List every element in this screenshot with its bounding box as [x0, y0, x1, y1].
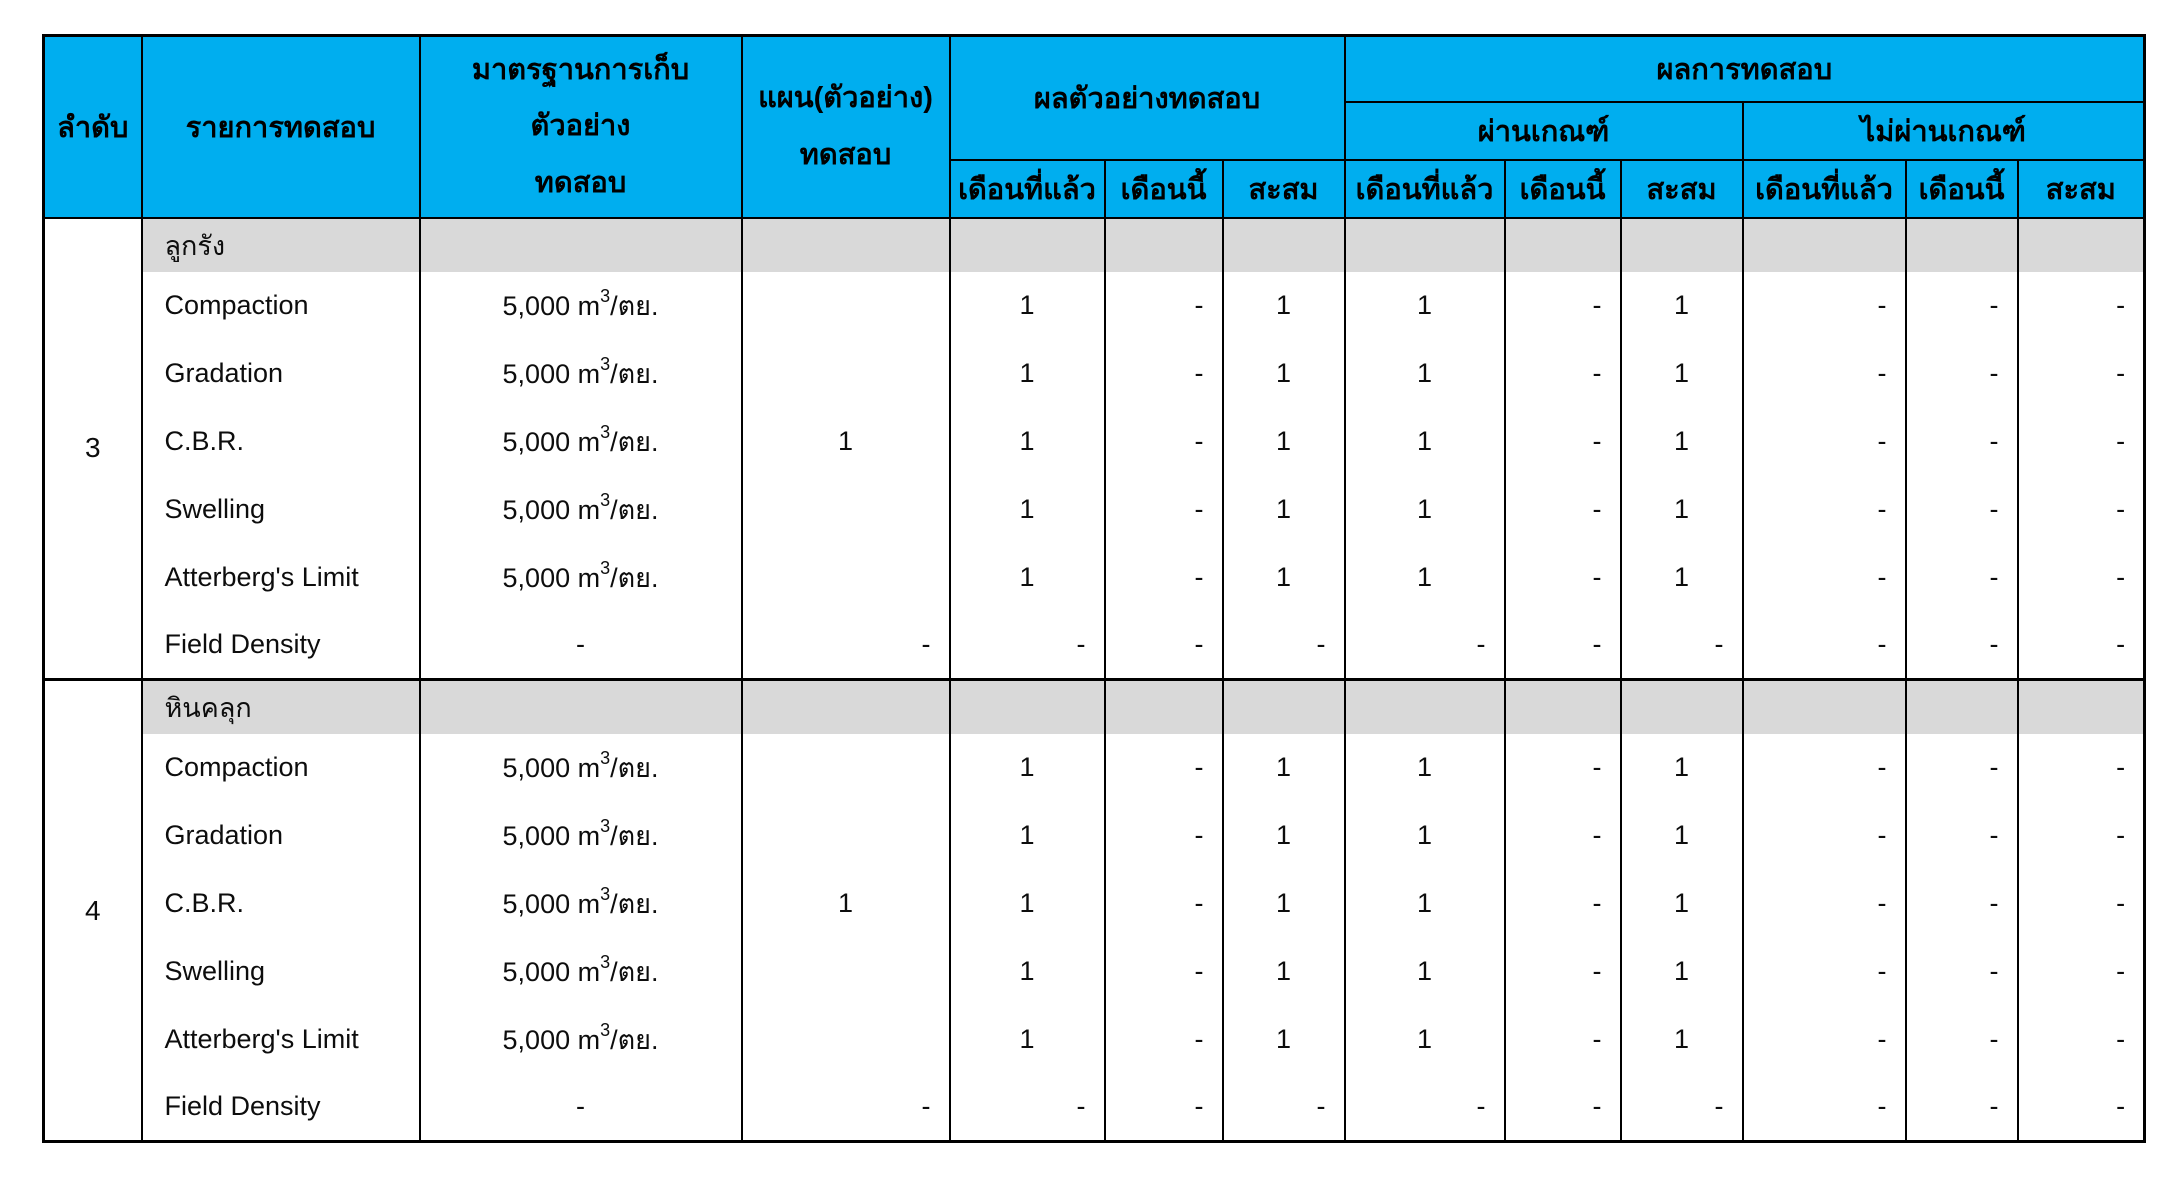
fail-this-month-cell: -: [1906, 938, 2018, 1006]
test-row: [44, 870, 2145, 938]
header-row-1: [44, 36, 2145, 102]
subheader-sample-last-month: เดือนที่แล้ว: [950, 160, 1105, 218]
test-name-cell: C.B.R.: [142, 408, 420, 476]
category-empty-cell: [1345, 680, 1505, 734]
sample-cumulative-cell: 1: [1223, 544, 1345, 612]
fail-this-month-cell: -: [1906, 408, 2018, 476]
test-name-cell: Atterberg's Limit: [142, 1006, 420, 1074]
category-row: [44, 218, 2145, 272]
plan-cell: [742, 734, 950, 802]
fail-last-month-cell: -: [1743, 1006, 1906, 1074]
pass-cumulative-cell: 1: [1621, 544, 1743, 612]
pass-cumulative-cell: 1: [1621, 476, 1743, 544]
sampling-standard-cell: 5,000 $m^3/$ตย.: [420, 340, 742, 408]
fail-cumulative-cell: -: [2018, 938, 2145, 1006]
col-header-test-results: ผลการทดสอบ: [1345, 36, 2145, 102]
plan-cell: [742, 938, 950, 1006]
sample-this-month-cell: -: [1105, 802, 1223, 870]
subheader-pass-this-month: เดือนนี้: [1505, 160, 1621, 218]
pass-last-month-cell: 1: [1345, 802, 1505, 870]
pass-cumulative-cell: 1: [1621, 272, 1743, 340]
category-empty-cell: [1743, 218, 1906, 272]
pass-last-month-cell: -: [1345, 1074, 1505, 1142]
fail-last-month-cell: -: [1743, 408, 1906, 476]
pass-last-month-cell: 1: [1345, 1006, 1505, 1074]
sampling-standard-cell: 5,000 $m^3/$ตย.: [420, 802, 742, 870]
plan-cell: -: [742, 612, 950, 680]
fail-last-month-cell: -: [1743, 476, 1906, 544]
pass-last-month-cell: 1: [1345, 870, 1505, 938]
test-name-cell: Compaction: [142, 734, 420, 802]
category-empty-cell: [420, 218, 742, 272]
sample-this-month-cell: -: [1105, 938, 1223, 1006]
sample-this-month-cell: -: [1105, 1074, 1223, 1142]
pass-last-month-cell: 1: [1345, 938, 1505, 1006]
col-header-sampling-standard: [420, 36, 742, 218]
category-empty-cell: [1621, 218, 1743, 272]
sampling-standard-cell: 5,000 $m^3/$ตย.: [420, 870, 742, 938]
sample-cumulative-cell: 1: [1223, 802, 1345, 870]
plan-cell: 1: [742, 408, 950, 476]
pass-this-month-cell: -: [1505, 1006, 1621, 1074]
sampling-standard-cell: 5,000 $m^3/$ตย.: [420, 734, 742, 802]
sample-cumulative-cell: -: [1223, 1074, 1345, 1142]
pass-cumulative-cell: 1: [1621, 340, 1743, 408]
pass-cumulative-cell: 1: [1621, 408, 1743, 476]
sampling-standard-cell: 5,000 $m^3/$ตย.: [420, 938, 742, 1006]
sample-cumulative-cell: 1: [1223, 938, 1345, 1006]
test-name-cell: C.B.R.: [142, 870, 420, 938]
sample-cumulative-cell: 1: [1223, 340, 1345, 408]
pass-last-month-cell: 1: [1345, 544, 1505, 612]
category-empty-cell: [950, 218, 1105, 272]
category-empty-cell: [742, 680, 950, 734]
sample-cumulative-cell: 1: [1223, 476, 1345, 544]
category-empty-cell: [950, 680, 1105, 734]
pass-this-month-cell: -: [1505, 1074, 1621, 1142]
test-name-cell: Compaction: [142, 272, 420, 340]
pass-this-month-cell: -: [1505, 340, 1621, 408]
test-name-cell: Swelling: [142, 938, 420, 1006]
category-empty-cell: [742, 218, 950, 272]
sample-cumulative-cell: 1: [1223, 1006, 1345, 1074]
pass-cumulative-cell: 1: [1621, 802, 1743, 870]
fail-last-month-cell: -: [1743, 612, 1906, 680]
col-header-test-item: รายการทดสอบ: [142, 36, 420, 218]
pass-this-month-cell: -: [1505, 476, 1621, 544]
sample-this-month-cell: -: [1105, 1006, 1223, 1074]
pass-last-month-cell: 1: [1345, 340, 1505, 408]
fail-cumulative-cell: -: [2018, 1006, 2145, 1074]
fail-cumulative-cell: -: [2018, 870, 2145, 938]
sampling-standard-cell: 5,000 $m^3/$ตย.: [420, 408, 742, 476]
fail-this-month-cell: -: [1906, 272, 2018, 340]
category-empty-cell: [2018, 680, 2145, 734]
fail-cumulative-cell: -: [2018, 734, 2145, 802]
fail-cumulative-cell: -: [2018, 544, 2145, 612]
fail-cumulative-cell: -: [2018, 802, 2145, 870]
subheader-sample-this-month: เดือนนี้: [1105, 160, 1223, 218]
pass-this-month-cell: -: [1505, 544, 1621, 612]
pass-last-month-cell: -: [1345, 612, 1505, 680]
sample-this-month-cell: -: [1105, 476, 1223, 544]
subheader-pass-cumulative: สะสม: [1621, 160, 1743, 218]
pass-this-month-cell: -: [1505, 734, 1621, 802]
group-number-cell: 4: [44, 680, 142, 1142]
fail-this-month-cell: -: [1906, 544, 2018, 612]
plan-cell: [742, 544, 950, 612]
test-name-cell: Field Density: [142, 612, 420, 680]
fail-last-month-cell: -: [1743, 734, 1906, 802]
plan-cell: -: [742, 1074, 950, 1142]
category-empty-cell: [1223, 218, 1345, 272]
pass-cumulative-cell: 1: [1621, 938, 1743, 1006]
subheader-fail-cumulative: สะสม: [2018, 160, 2145, 218]
col-header-sample-results: ผลตัวอย่างทดสอบ: [950, 36, 1345, 160]
fail-last-month-cell: -: [1743, 802, 1906, 870]
test-row: [44, 1074, 2145, 1142]
pass-cumulative-cell: 1: [1621, 734, 1743, 802]
fail-cumulative-cell: -: [2018, 612, 2145, 680]
pass-last-month-cell: 1: [1345, 408, 1505, 476]
sample-cumulative-cell: -: [1223, 612, 1345, 680]
plan-cell: [742, 340, 950, 408]
fail-this-month-cell: -: [1906, 1006, 2018, 1074]
pass-this-month-cell: -: [1505, 408, 1621, 476]
sample-cumulative-cell: 1: [1223, 870, 1345, 938]
category-empty-cell: [1345, 218, 1505, 272]
test-row: [44, 734, 2145, 802]
table-body: [44, 218, 2145, 1142]
col-header-sampling-standard-line2: ทดสอบ: [534, 167, 627, 200]
test-row: [44, 476, 2145, 544]
sample-last-month-cell: 1: [950, 1006, 1105, 1074]
sample-last-month-cell: 1: [950, 272, 1105, 340]
subheader-sample-cumulative: สะสม: [1223, 160, 1345, 218]
sample-this-month-cell: -: [1105, 734, 1223, 802]
col-header-fail: ไม่ผ่านเกณฑ์: [1743, 102, 2145, 160]
sample-this-month-cell: -: [1105, 340, 1223, 408]
fail-last-month-cell: -: [1743, 544, 1906, 612]
sample-last-month-cell: 1: [950, 544, 1105, 612]
sampling-standard-cell: 5,000 $m^3/$ตย.: [420, 544, 742, 612]
sample-this-month-cell: -: [1105, 870, 1223, 938]
fail-this-month-cell: -: [1906, 1074, 2018, 1142]
sampling-standard-cell: -: [420, 1074, 742, 1142]
fail-this-month-cell: -: [1906, 612, 2018, 680]
fail-this-month-cell: -: [1906, 476, 2018, 544]
pass-last-month-cell: 1: [1345, 272, 1505, 340]
sample-this-month-cell: -: [1105, 408, 1223, 476]
col-header-no: ลำดับ: [44, 36, 142, 218]
fail-this-month-cell: -: [1906, 870, 2018, 938]
fail-this-month-cell: -: [1906, 734, 2018, 802]
col-header-sampling-standard-line1: มาตรฐานการเก็บตัวอย่าง: [471, 53, 690, 143]
col-header-plan: [742, 36, 950, 218]
test-row: [44, 1006, 2145, 1074]
category-label-cell: หินคลุก: [142, 680, 420, 734]
category-empty-cell: [2018, 218, 2145, 272]
pass-this-month-cell: -: [1505, 870, 1621, 938]
sample-last-month-cell: -: [950, 612, 1105, 680]
pass-this-month-cell: -: [1505, 802, 1621, 870]
fail-last-month-cell: -: [1743, 1074, 1906, 1142]
pass-cumulative-cell: 1: [1621, 870, 1743, 938]
test-name-cell: Gradation: [142, 340, 420, 408]
sample-cumulative-cell: 1: [1223, 272, 1345, 340]
test-row: [44, 408, 2145, 476]
test-row: [44, 544, 2145, 612]
sampling-standard-cell: 5,000 $m^3/$ตย.: [420, 476, 742, 544]
fail-last-month-cell: -: [1743, 870, 1906, 938]
category-empty-cell: [1105, 680, 1223, 734]
test-name-cell: Atterberg's Limit: [142, 544, 420, 612]
plan-cell: [742, 476, 950, 544]
plan-cell: [742, 802, 950, 870]
sampling-standard-cell: -: [420, 612, 742, 680]
sample-last-month-cell: 1: [950, 340, 1105, 408]
pass-cumulative-cell: -: [1621, 612, 1743, 680]
fail-last-month-cell: -: [1743, 340, 1906, 408]
fail-this-month-cell: -: [1906, 802, 2018, 870]
col-header-pass: ผ่านเกณฑ์: [1345, 102, 1743, 160]
pass-last-month-cell: 1: [1345, 734, 1505, 802]
plan-cell: 1: [742, 870, 950, 938]
sampling-standard-cell: 5,000 $m^3/$ตย.: [420, 1006, 742, 1074]
sample-cumulative-cell: 1: [1223, 408, 1345, 476]
test-name-cell: Gradation: [142, 802, 420, 870]
category-empty-cell: [1505, 680, 1621, 734]
category-empty-cell: [1505, 218, 1621, 272]
group-number-cell: 3: [44, 218, 142, 680]
sample-last-month-cell: 1: [950, 476, 1105, 544]
fail-this-month-cell: -: [1906, 340, 2018, 408]
category-empty-cell: [1621, 680, 1743, 734]
sampling-standard-cell: 5,000 $m^3/$ตย.: [420, 272, 742, 340]
sample-last-month-cell: -: [950, 1074, 1105, 1142]
sample-this-month-cell: -: [1105, 544, 1223, 612]
test-row: [44, 938, 2145, 1006]
sample-this-month-cell: -: [1105, 272, 1223, 340]
test-row: [44, 340, 2145, 408]
pass-this-month-cell: -: [1505, 612, 1621, 680]
category-empty-cell: [420, 680, 742, 734]
col-header-plan-line1: แผน(ตัวอย่าง): [758, 82, 933, 115]
category-label-cell: ลูกรัง: [142, 218, 420, 272]
fail-cumulative-cell: -: [2018, 476, 2145, 544]
pass-cumulative-cell: -: [1621, 1074, 1743, 1142]
sample-last-month-cell: 1: [950, 734, 1105, 802]
pass-last-month-cell: 1: [1345, 476, 1505, 544]
plan-cell: [742, 272, 950, 340]
fail-cumulative-cell: -: [2018, 408, 2145, 476]
category-empty-cell: [1906, 218, 2018, 272]
fail-cumulative-cell: -: [2018, 1074, 2145, 1142]
subheader-fail-last-month: เดือนที่แล้ว: [1743, 160, 1906, 218]
fail-last-month-cell: -: [1743, 938, 1906, 1006]
plan-cell: [742, 1006, 950, 1074]
sample-last-month-cell: 1: [950, 938, 1105, 1006]
fail-cumulative-cell: -: [2018, 340, 2145, 408]
sample-last-month-cell: 1: [950, 802, 1105, 870]
category-row: [44, 680, 2145, 734]
test-row: [44, 272, 2145, 340]
category-empty-cell: [1906, 680, 2018, 734]
category-empty-cell: [1223, 680, 1345, 734]
sample-cumulative-cell: 1: [1223, 734, 1345, 802]
col-header-plan-line2: ทดสอบ: [799, 138, 892, 171]
pass-this-month-cell: -: [1505, 938, 1621, 1006]
table-header: [44, 36, 2145, 218]
pass-this-month-cell: -: [1505, 272, 1621, 340]
test-name-cell: Swelling: [142, 476, 420, 544]
category-empty-cell: [1105, 218, 1223, 272]
sample-last-month-cell: 1: [950, 870, 1105, 938]
test-row: [44, 802, 2145, 870]
sample-this-month-cell: -: [1105, 612, 1223, 680]
test-results-table: [42, 34, 2146, 1143]
subheader-pass-last-month: เดือนที่แล้ว: [1345, 160, 1505, 218]
pass-cumulative-cell: 1: [1621, 1006, 1743, 1074]
test-name-cell: Field Density: [142, 1074, 420, 1142]
test-row: [44, 612, 2145, 680]
category-empty-cell: [1743, 680, 1906, 734]
sample-last-month-cell: 1: [950, 408, 1105, 476]
subheader-fail-this-month: เดือนนี้: [1906, 160, 2018, 218]
fail-last-month-cell: -: [1743, 272, 1906, 340]
fail-cumulative-cell: -: [2018, 272, 2145, 340]
